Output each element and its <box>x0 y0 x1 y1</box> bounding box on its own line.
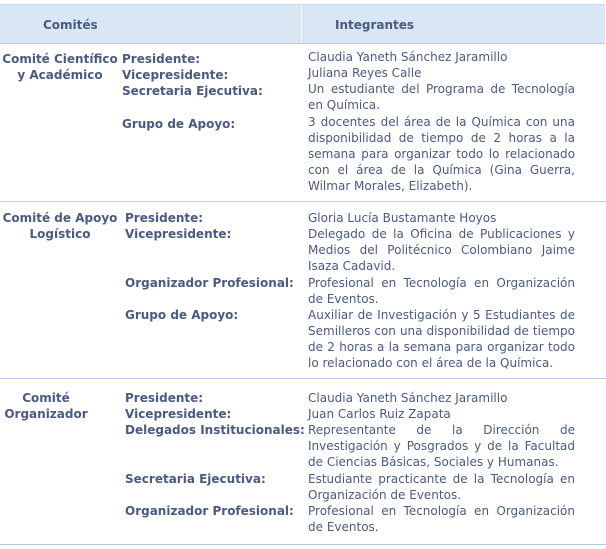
role-label: Presidente: <box>125 211 204 225</box>
row-divider <box>0 201 606 202</box>
role-label: Vicepresidente: <box>122 68 229 82</box>
role-label: Secretaria Ejecutiva: <box>125 472 266 486</box>
member-text: Estudiante practicante de la Tecnología en Organización de Eventos. <box>308 472 575 502</box>
header-members: Integrantes <box>335 18 415 32</box>
table-header <box>0 4 605 44</box>
committee-name: Comité de Apoyo Logístico <box>2 211 118 241</box>
member-text: Auxiliar de Investigación y 5 Estudiantes de Semilleros con una disponibilidad de tiempo de 2 horas a la semana para organizar todo lo relacionado con el área de la Química. <box>308 308 575 370</box>
member-text: Claudia Yaneth Sánchez Jaramillo <box>308 391 508 405</box>
row-divider <box>0 544 606 545</box>
header-committees: Comités <box>43 18 98 32</box>
member-text: Delegado de la Oficina de Publicaciones y Medios del Politécnico Colombiano Jaime Isaza Cadavid. <box>308 227 575 273</box>
member-text: 3 docentes del área de la Química con una disponibilidad de tiempo de 2 horas a la semana para organizar todo lo relacionado con el área de la Química (Gina Guerra, Wilmar Morales, Elizabeth). <box>308 115 575 193</box>
member-text: Representante de la Dirección de Investigación y Posgrados y de la Facultad de Ciencias Básicas, Sociales y Humanas. <box>308 423 575 469</box>
committee-name: Comité Organizador <box>4 391 88 421</box>
row-divider <box>0 378 606 379</box>
role-label: Organizador Profesional: <box>125 276 294 290</box>
member-text: Un estudiante del Programa de Tecnología en Química. <box>308 82 575 112</box>
role-label: Organizador Profesional: <box>125 504 294 518</box>
role-label: Delegados Institucionales: <box>125 423 305 437</box>
role-label: Grupo de Apoyo: <box>125 308 239 322</box>
member-text: Gloria Lucía Bustamante Hoyos <box>308 211 497 225</box>
role-label: Presidente: <box>122 52 201 66</box>
member-text: Profesional en Tecnología en Organización de Eventos. <box>308 504 575 534</box>
role-label: Vicepresidente: <box>125 407 232 421</box>
role-label: Grupo de Apoyo: <box>122 117 236 131</box>
role-label: Vicepresidente: <box>125 227 232 241</box>
member-text: Profesional en Tecnología en Organización de Eventos. <box>308 276 575 306</box>
role-label: Presidente: <box>125 391 204 405</box>
role-label: Secretaria Ejecutiva: <box>122 84 263 98</box>
member-text: Juliana Reyes Calle <box>308 66 422 80</box>
member-text: Juan Carlos Ruiz Zapata <box>308 407 451 421</box>
committee-name: Comité Científico y Académico <box>2 52 118 82</box>
header-divider <box>301 5 302 43</box>
member-text: Claudia Yaneth Sánchez Jaramillo <box>308 50 508 64</box>
